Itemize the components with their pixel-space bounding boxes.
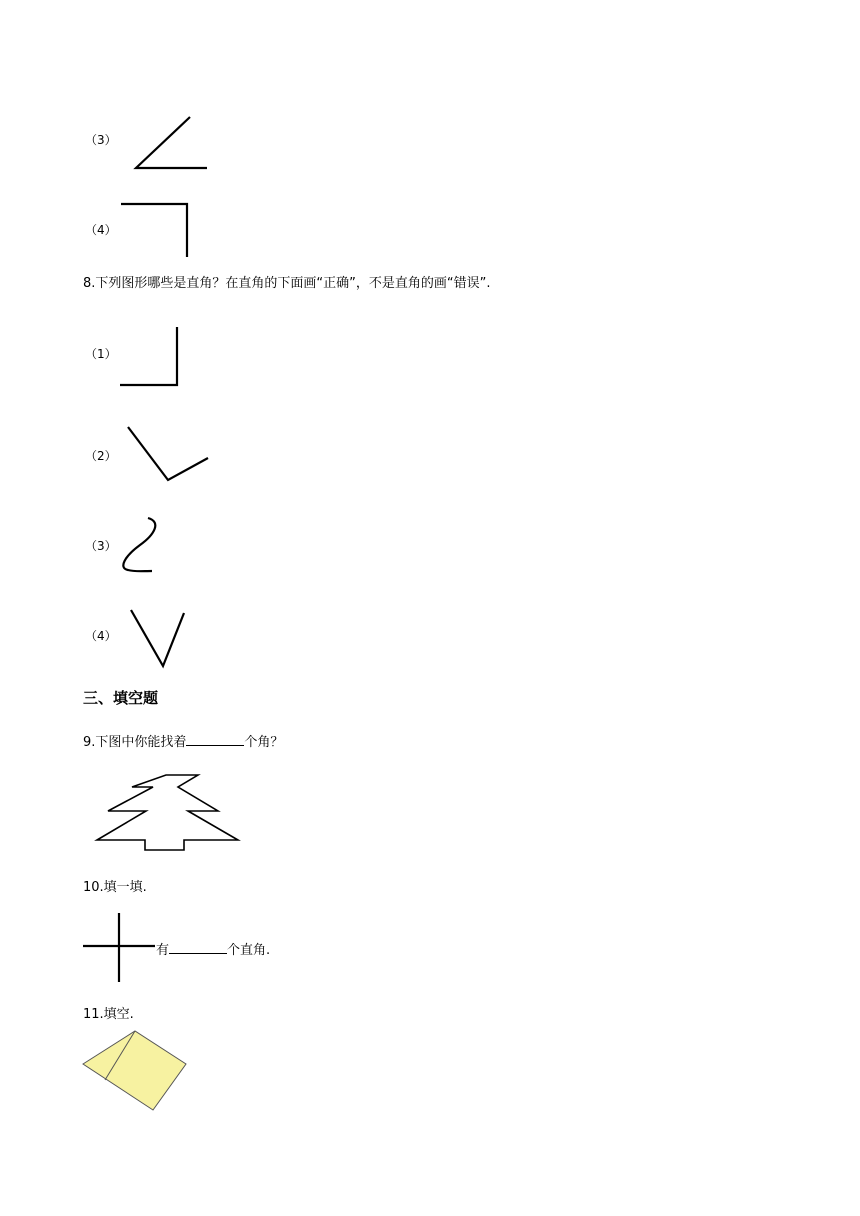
q8-item-1-label: （1） bbox=[85, 347, 117, 361]
q10-text-before: 有 bbox=[156, 943, 170, 958]
q10-title: 10.填一填. bbox=[83, 880, 147, 895]
q8-item-2-label: （2） bbox=[85, 449, 117, 463]
section-title: 三、填空题 bbox=[83, 689, 159, 707]
q11-title: 11.填空. bbox=[83, 1007, 134, 1022]
q7-item-4-label: （4） bbox=[85, 223, 117, 237]
q8-question-text: 8.下列图形哪些是直角？在直角的下面画“正确”，不是直角的画“错误”. bbox=[83, 276, 491, 291]
q8-item-4-label: （4） bbox=[85, 629, 117, 643]
q10-text-after: 个直角. bbox=[227, 943, 271, 958]
q8-item-3-label: （3） bbox=[85, 539, 117, 553]
q9-text-before: 9.下图中你能找着 bbox=[83, 735, 187, 750]
q7-item-3-label: （3） bbox=[85, 133, 117, 147]
q9-text-after: 个角？ bbox=[244, 735, 284, 750]
